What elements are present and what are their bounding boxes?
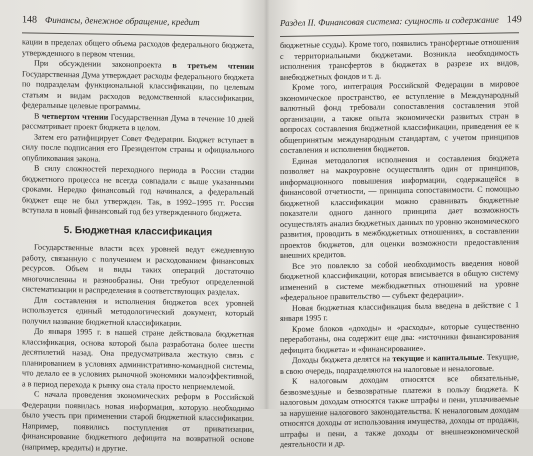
right-page-header [280,14,522,37]
bold-term: текущие [392,353,424,364]
paragraph: Единая методология исполнения и составления бюджета позволяет на макроуровне осуществлять один от принципов, информационного повышения информации, содержащейся в финансовой отчетности, — принципа сопоставимости. С помощью бюджетной классификации можно сравнивать бюджетные показатели одного данного принципа дает возможность осуществлять анализ бюджетных данных по уровню экономического развития, проводить в межбюджетных отношениях, в составлении проектов бюджетов, для оценки возможности предоставления внешних кредитов. [280,152,519,260]
bold-term: в третьем чтении [172,60,254,71]
paragraph: кации в пределах общего объема расходов федерального бюджета, утвержденного в первом чтении. [22,37,254,59]
running-title: Раздел II. Финансовая система: сущность и содержание [280,14,499,28]
bold-term: капитальные [432,352,483,363]
left-page-header [22,14,254,37]
paragraph: Затем его ратифицирует Совет Федерации. Бюджет вступает в силу после подписания его Президентом страны и официального опубликования закона. [22,132,254,164]
text-run: Доходы бюджета делятся на [292,354,393,365]
paragraph: До января 1995 г. в нашей стране действовала бюджетная классификация, основа которой была разработана более шести десятилетий назад. Она предусматривала жесткую связь с планированием в условиях административно-командной системы, что делало ее в условиях рыночной экономики малоэффективной, а в период перехода к рынку она стала просто неприемлемой. [22,326,254,392]
paragraph: Новая бюджетная классификация была введена в действие с 1 января 1995 г. [280,299,519,323]
left-page [0,0,264,453]
paragraph: Кроме блоков «доходы» и «расходы», которые существенно переработаны, она содержит еще два: «источники финансирования дефицита бюджета» и «финансирование». [280,320,519,355]
paragraph [22,111,254,136]
page-number: 149 [506,14,522,26]
text-run: При обсуждении законопроекта [34,58,173,70]
right-page [270,0,533,449]
text-run: . Текущие, в свою очередь, подразделяются на налоговые и неналоговые. [280,352,519,376]
bold-term: четвертом чтении [41,111,109,122]
paragraph: В силу сложностей переходного периода в России стадии бюджетного процесса не всегда совпадали с выше указанными сроками. Нередко финансовый год начинался, а федеральный бюджет еще не был утвержден. Так, в 1992–1995 гг. Россия вступала в новый финансовый год без утвержденного бюджета. [22,163,254,218]
paragraph: Кроме того, интеграция Российской Федерации в мировое экономическое пространство, ее вступление в Международный валютный фонд требовали сопоставления составления этой организации, а также опыта экономически развитых стран в вопросах составления бюджетной классификации, приведения ее к общепринятым международным стандартам, с учетом принципов составления и исполнения бюджетов. [280,79,519,155]
paragraph: С начала проведения экономических реформ в Российской Федерации появилась новая информация, которую необходимо было учесть при применении старой бюджетной классификации. Например, появились поступления от приватизации, финансирование бюджетного дефицита на возвратной основе (например, кредиты) и другие. [22,389,254,453]
running-title: Финансы, денежное обращение, кредит [45,14,200,28]
text-run: В [34,111,42,121]
paragraph [22,58,254,114]
left-page-body [22,37,254,456]
page-number: 148 [22,14,37,26]
text-run: Государственная Дума утверждает расходы федерального бюджета по подразделам функциональной классификации, по целевым статьям и видам расходов ведомственной классификации, федеральные целевые программы. [22,68,254,112]
right-page-body [280,37,519,450]
text-run: и [423,353,433,363]
paragraph: К налоговым доходам относятся все обязательные, безвозмездные и безвозвратные платежи в пользу бюджета. К налоговым доходам относятся также штрафы и пени, уплачиваемые за нарушение налогового законодательства. К неналоговым доходам относятся доходы от использования имущества, доходы от продажи, штрафы и пени, а также доходы от внешнеэкономической деятельности и др. [280,373,519,449]
paragraph: Государственные власти всех уровней ведут ежедневную работу, связанную с получением и расходованием финансовых ресурсов. Объем и виды таких операций достаточно многочисленны и разнообразны. Они требуют определенной систематизации и распределения в соответствующих разделах. [22,242,254,297]
section-heading: 5. Бюджетная классификация [63,224,213,238]
paragraph: Все это повлекло за собой необходимость введения новой бюджетной классификации, которая вписывается в общую систему изменений в системе межбюджетных отношений на уровне «федеральное правительство — субъект федерации». [280,257,519,302]
paragraph: бюджетные ссуды). Кроме того, появились трансфертные отношения с территориальными бюджетами. Возникла необходимость исполнения трансфертов в бюджетах в разрезе их видов, внебюджетных фондов и т. д. [280,37,519,82]
paragraph: Для составления и исполнения бюджетов всех уровней используется единый методологический документ, который получил название бюджетной классификации. [22,295,254,328]
text-run: Государственная Дума в течение 10 дней рассматривает проект бюджета в целом. [22,112,254,133]
